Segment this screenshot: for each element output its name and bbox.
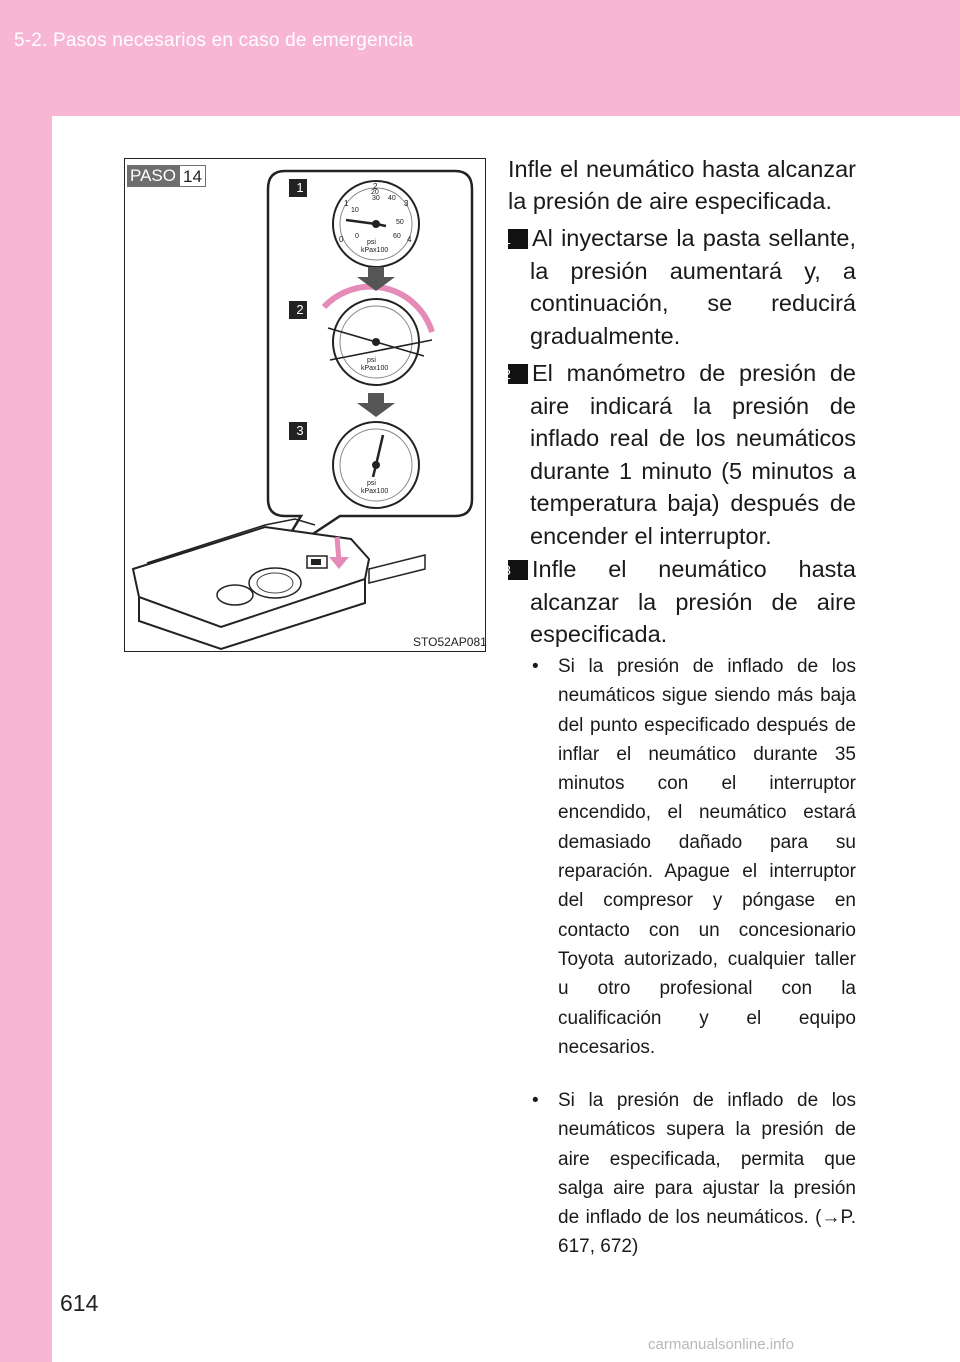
gauge-kpa-4: 4 <box>407 235 412 244</box>
callout-2: 2 <box>296 302 304 317</box>
gauge-1-kpa-label: kPax100 <box>361 247 389 254</box>
gauge-3 <box>333 422 419 508</box>
note-1-text: Si la presión de inflado de los neumáticos sigue siendo más baja del punto especificado después de inflar el neumático durante 35 minutos con el interruptor encendido, el neumático estará demasiado dañado para su reparación. Apague el interruptor del compresor y póngase en contacto con un concesionario Toyota autorizado, cualquier taller u otro profesional con la cualificación y el equipo necesarios. <box>558 656 856 1058</box>
gauge-kpa-1: 1 <box>344 199 349 208</box>
gauge-kpa-2: 2 <box>373 182 378 191</box>
intro-text: Infle el neumático hasta alcanzar la presión de aire especificada. <box>508 156 856 214</box>
step-item-2 <box>503 357 856 552</box>
gauge-3-kpa-label: kPax100 <box>361 488 389 495</box>
intro-paragraph <box>508 153 856 217</box>
step-item-1-text: Al inyectarse la pasta sellante, la presión aumentará y, a continuación, se reducirá gradualmente. <box>530 225 856 349</box>
page-number: 614 <box>60 1290 99 1316</box>
watermark: carmanualsonline.info <box>648 1336 794 1353</box>
step-label: PASO <box>127 165 179 187</box>
gauge-tick-10: 10 <box>351 207 359 214</box>
gauge-kpa-0: 0 <box>339 235 344 244</box>
gauge-2-kpa-label: kPax100 <box>361 365 389 372</box>
gauge-2-psi-label: psi <box>367 357 376 364</box>
compressor-illustration <box>125 159 487 653</box>
gauge-tick-40: 40 <box>388 195 396 202</box>
step-number-badge-3: 3 <box>508 560 528 580</box>
gauge-tick-60: 60 <box>393 233 401 240</box>
section-title: 5-2. Pasos necesarios en caso de emergencia <box>14 30 414 51</box>
callout-1: 1 <box>296 180 304 195</box>
bullet-dot-1: • <box>532 656 539 677</box>
step-item-2-text: El manómetro de presión de aire indicará la presión de inflado real de los neumáticos durante 1 minuto (5 minutos a temperatura baja) después de encender el interruptor. <box>530 360 856 549</box>
side-strip <box>0 116 52 1362</box>
gauge-1-psi-label: psi <box>367 239 376 246</box>
gauge-tick-0: 0 <box>355 233 359 240</box>
note-2 <box>532 1086 856 1262</box>
bullet-dot-2: • <box>532 1090 539 1111</box>
step-badge <box>127 165 206 187</box>
compressor-figure <box>124 158 486 652</box>
step-item-3 <box>503 553 856 651</box>
note-2-text: Si la presión de inflado de los neumáticos supera la presión de aire especificada, permita que salga aire para ajustar la presión de inflado de los neumáticos. (→P. 617, 672) <box>558 1090 856 1258</box>
gauge-tick-30: 30 <box>372 195 380 202</box>
gauge-3-psi-label: psi <box>367 480 376 487</box>
step-number-badge-2: 2 <box>508 364 528 384</box>
step-number-badge-1: 1 <box>508 229 528 249</box>
gauge-kpa-3: 3 <box>404 199 409 208</box>
figure-code: STO52AP081 <box>413 635 487 649</box>
callout-3: 3 <box>296 423 304 438</box>
gauge-tick-20: 20 <box>371 189 379 196</box>
step-item-1 <box>503 222 856 352</box>
gauge-tick-50: 50 <box>396 219 404 226</box>
step-item-3-text: Infle el neumático hasta alcanzar la presión de aire especificada. <box>530 556 856 647</box>
header-bar <box>0 0 960 116</box>
step-number: 14 <box>179 165 206 187</box>
note-1 <box>532 652 856 1062</box>
